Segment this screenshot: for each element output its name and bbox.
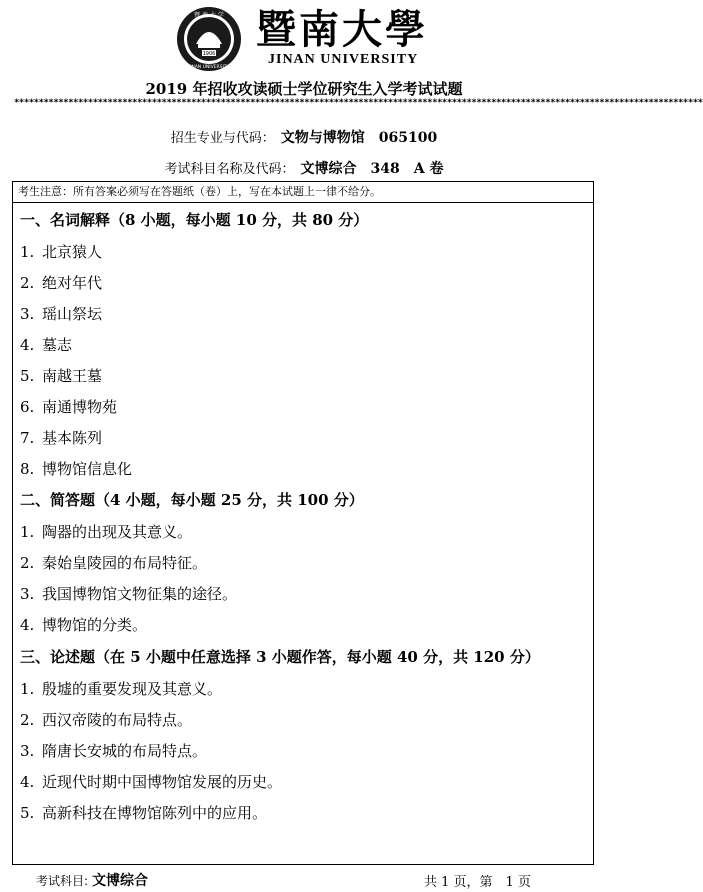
exam-title: 2019 年招收攻读硕士学位研究生入学考试试题	[145, 80, 463, 98]
notice: 考生注意：所有答案必须写在答题纸（卷）上，写在本试题上一律不给分。	[12, 181, 594, 203]
question-number: 2.	[20, 711, 35, 729]
question-text: 南通博物苑	[42, 398, 118, 416]
question-text: 我国博物馆文物征集的途径。	[42, 585, 238, 603]
question-text: 秦始皇陵园的布局特征。	[42, 554, 208, 572]
question-number: 4.	[20, 773, 35, 791]
question-item	[20, 803, 267, 823]
question-number: 8.	[20, 460, 35, 478]
question-number: 5.	[20, 804, 35, 822]
question-number: 7.	[20, 429, 35, 447]
question-item	[20, 428, 102, 448]
question-text: 西汉帝陵的布局特点。	[42, 711, 193, 729]
question-number: 6.	[20, 398, 35, 416]
star-divider: ********************************************************************************************************************************************	[14, 98, 703, 108]
question-text: 高新科技在博物馆陈列中的应用。	[42, 804, 268, 822]
question-number: 3.	[20, 305, 35, 323]
section-title: 一、名词解释（8 小题，每小题 10 分，共 80 分）	[20, 211, 369, 229]
question-item	[20, 679, 222, 699]
question-text: 墓志	[42, 336, 73, 354]
question-number: 2.	[20, 274, 35, 292]
question-text: 近现代时期中国博物馆发展的历史。	[42, 773, 283, 791]
question-item	[20, 553, 207, 573]
major-label: 招生专业与代码：	[170, 131, 275, 146]
question-number: 2.	[20, 554, 35, 572]
section-title: 二、简答题（4 小题，每小题 25 分，共 100 分）	[20, 491, 364, 509]
university-seal-logo	[176, 6, 242, 72]
subject-value: 文博综合 348 A 卷	[300, 161, 444, 177]
logo-year: 1906	[202, 51, 216, 57]
question-text: 陶器的出现及其意义。	[42, 523, 193, 541]
question-text: 北京猿人	[42, 243, 103, 261]
question-item	[20, 741, 207, 761]
question-text: 南越王墓	[42, 367, 103, 385]
question-number: 3.	[20, 742, 35, 760]
question-text: 博物馆信息化	[42, 460, 133, 478]
question-item	[20, 459, 132, 479]
question-number: 4.	[20, 616, 35, 634]
question-item	[20, 335, 72, 355]
question-text: 殷墟的重要发现及其意义。	[42, 680, 223, 698]
question-item	[20, 522, 192, 542]
university-name-en: JINAN UNIVERSITY	[268, 52, 419, 67]
question-item	[20, 242, 102, 262]
section-title: 三、论述题（在 5 小题中任意选择 3 小题作答，每小题 40 分，共 120 分）	[20, 648, 540, 666]
question-text: 基本陈列	[42, 429, 103, 447]
question-number: 4.	[20, 336, 35, 354]
question-text: 瑶山祭坛	[42, 305, 103, 323]
question-number: 1.	[20, 680, 35, 698]
question-number: 3.	[20, 585, 35, 603]
footer-page-info: 共 1 页，第 1 页	[424, 875, 531, 890]
major-value: 文物与博物馆 065100	[280, 130, 438, 146]
question-item	[20, 304, 102, 324]
footer-subject-value: 文博综合	[92, 873, 149, 889]
question-item	[20, 584, 237, 604]
question-number: 1.	[20, 243, 35, 261]
major-line	[0, 127, 608, 147]
footer-subject-label: 考试科目:	[36, 874, 89, 888]
question-item	[20, 273, 102, 293]
question-item	[20, 615, 147, 635]
question-item	[20, 366, 102, 386]
subject-label: 考试科目名称及代码：	[164, 162, 295, 177]
question-text: 博物馆的分类。	[42, 616, 148, 634]
question-text: 隋唐长安城的布局特点。	[42, 742, 208, 760]
logo-text-top: 暨 南 大 学	[194, 12, 224, 19]
question-item	[20, 772, 282, 792]
question-item	[20, 710, 192, 730]
logo-text-bottom: JINAN UNIVERSITY	[188, 65, 230, 70]
question-text: 绝对年代	[42, 274, 103, 292]
question-item	[20, 397, 117, 417]
question-number: 5.	[20, 367, 35, 385]
footer-subject	[36, 870, 148, 890]
university-name-cn: 暨南大學	[256, 6, 428, 53]
question-number: 1.	[20, 523, 35, 541]
subject-line	[0, 158, 608, 178]
